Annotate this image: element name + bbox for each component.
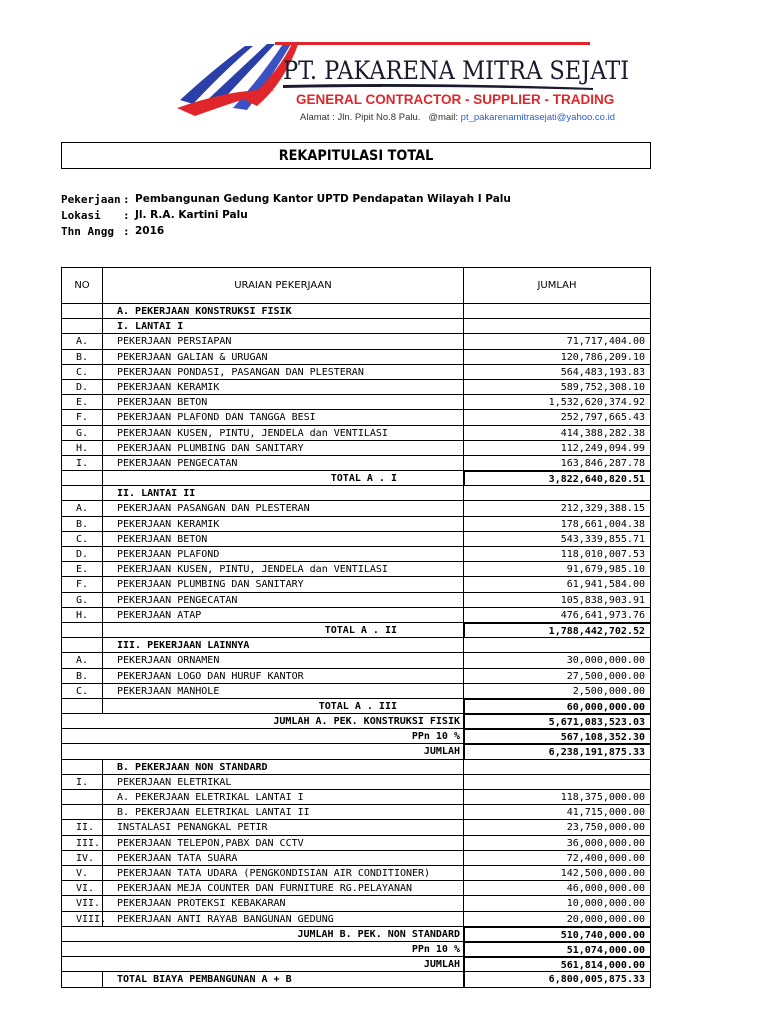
row-amount: 510,740,000.00 — [464, 927, 650, 942]
table-row — [62, 426, 650, 441]
row-amount: 41,715,000.00 — [464, 805, 650, 820]
row-no: F. — [62, 410, 103, 425]
row-amount: 20,000,000.00 — [464, 912, 650, 927]
row-desc: JUMLAH — [103, 957, 464, 972]
row-desc: PEKERJAAN PROTEKSI KEBAKARAN — [103, 896, 464, 911]
table-row — [62, 334, 650, 349]
row-amount — [464, 638, 650, 653]
table-row — [62, 699, 650, 714]
table-row — [62, 593, 650, 608]
document-title-box — [61, 142, 651, 169]
row-no: D. — [62, 380, 103, 395]
row-amount — [464, 304, 650, 319]
table-row — [62, 608, 650, 623]
email-label: @mail: — [428, 112, 459, 123]
row-desc: A. PEKERJAAN KONSTRUKSI FISIK — [103, 304, 464, 319]
table-row — [62, 684, 650, 699]
table-row — [62, 836, 650, 851]
row-desc: III. PEKERJAAN LAINNYA — [103, 638, 464, 653]
row-no — [62, 790, 103, 805]
row-desc: TOTAL A . III — [103, 699, 464, 714]
table-row — [62, 365, 650, 380]
table-row — [62, 638, 650, 653]
row-desc: PEKERJAAN ATAP — [103, 608, 464, 623]
row-no: A. — [62, 334, 103, 349]
table-row — [62, 912, 650, 927]
row-desc: PEKERJAAN ELETRIKAL — [103, 775, 464, 790]
table-row — [62, 410, 650, 425]
row-amount: 3,822,640,820.51 — [464, 471, 650, 486]
table-row — [62, 517, 650, 532]
row-no: B. — [62, 669, 103, 684]
table-row — [62, 760, 650, 775]
row-desc: B. PEKERJAAN NON STANDARD — [103, 760, 464, 775]
table-row — [62, 957, 650, 972]
row-amount: 46,000,000.00 — [464, 881, 650, 896]
row-amount: 1,532,620,374.92 — [464, 395, 650, 410]
info-value-tahun: 2016 — [135, 225, 165, 237]
row-no — [62, 805, 103, 820]
row-desc: PEKERJAAN KERAMIK — [103, 380, 464, 395]
row-desc: PEKERJAAN TATA SUARA — [103, 851, 464, 866]
row-amount: 142,500,000.00 — [464, 866, 650, 881]
table-header — [62, 268, 650, 304]
row-desc: INSTALASI PENANGKAL PETIR — [103, 820, 464, 835]
row-desc: PEKERJAAN KERAMIK — [103, 517, 464, 532]
row-amount: 120,786,209.10 — [464, 350, 650, 365]
table-row — [62, 562, 650, 577]
row-no: I. — [62, 775, 103, 790]
row-amount — [464, 319, 650, 334]
table-row — [62, 532, 650, 547]
row-no — [62, 471, 103, 486]
row-desc: PEKERJAAN BETON — [103, 532, 464, 547]
row-no — [62, 319, 103, 334]
row-desc: PEKERJAAN MANHOLE — [103, 684, 464, 699]
row-desc: PEKERJAAN ANTI RAYAB BANGUNAN GEDUNG — [103, 912, 464, 927]
info-row-lokasi — [61, 209, 511, 225]
row-no: D. — [62, 547, 103, 562]
row-no: C. — [62, 684, 103, 699]
table-row — [62, 319, 650, 334]
row-amount: 71,717,404.00 — [464, 334, 650, 349]
table-row — [62, 775, 650, 790]
row-no — [62, 744, 103, 759]
row-amount: 476,641,973.76 — [464, 608, 650, 623]
row-desc: TOTAL A . II — [103, 623, 464, 638]
row-no: C. — [62, 532, 103, 547]
info-row-tahun — [61, 225, 511, 241]
info-label: Pekerjaan — [61, 193, 121, 206]
header-no: NO — [62, 268, 103, 303]
row-no: II. — [62, 820, 103, 835]
table-row — [62, 456, 650, 471]
company-tagline: GENERAL CONTRACTOR - SUPPLIER - TRADING — [296, 92, 615, 107]
row-desc: PEKERJAAN LOGO DAN HURUF KANTOR — [103, 669, 464, 684]
row-desc: TOTAL A . I — [103, 471, 464, 486]
row-no: VIII. — [62, 912, 103, 927]
row-desc: TOTAL BIAYA PEMBANGUNAN A + B — [103, 972, 464, 987]
row-no: VII. — [62, 896, 103, 911]
project-info — [61, 193, 511, 241]
table-row — [62, 380, 650, 395]
row-amount: 72,400,000.00 — [464, 851, 650, 866]
row-no: G. — [62, 426, 103, 441]
row-no — [62, 714, 103, 729]
row-amount: 30,000,000.00 — [464, 653, 650, 668]
row-amount: 61,941,584.00 — [464, 577, 650, 592]
row-amount: 60,000,000.00 — [464, 699, 650, 714]
row-desc: PEKERJAAN GALIAN & URUGAN — [103, 350, 464, 365]
row-amount: 51,074,000.00 — [464, 942, 650, 957]
row-desc: JUMLAH B. PEK. NON STANDARD — [103, 927, 464, 942]
row-no: G. — [62, 593, 103, 608]
recap-table — [61, 267, 651, 988]
table-row — [62, 623, 650, 638]
row-no — [62, 942, 103, 957]
row-amount: 91,679,985.10 — [464, 562, 650, 577]
table-row — [62, 927, 650, 942]
row-amount: 118,010,007.53 — [464, 547, 650, 562]
row-no — [62, 729, 103, 744]
row-no: E. — [62, 562, 103, 577]
row-desc: I. LANTAI I — [103, 319, 464, 334]
row-amount: 118,375,000.00 — [464, 790, 650, 805]
row-desc: JUMLAH — [103, 744, 464, 759]
row-desc: PPn 10 % — [103, 942, 464, 957]
row-desc: PEKERJAAN PENGECATAN — [103, 456, 464, 471]
row-amount — [464, 486, 650, 501]
row-no — [62, 486, 103, 501]
row-no: B. — [62, 517, 103, 532]
table-row — [62, 866, 650, 881]
row-no: III. — [62, 836, 103, 851]
row-amount: 105,838,903.91 — [464, 593, 650, 608]
row-desc: PEKERJAAN PLUMBING DAN SANITARY — [103, 577, 464, 592]
table-row — [62, 395, 650, 410]
table-row — [62, 896, 650, 911]
info-value-lokasi: Jl. R.A. Kartini Palu — [135, 209, 248, 221]
row-no: F. — [62, 577, 103, 592]
row-no: H. — [62, 441, 103, 456]
info-colon: : — [123, 193, 130, 206]
table-row — [62, 881, 650, 896]
row-desc: PEKERJAAN PONDASI, PASANGAN DAN PLESTERAN — [103, 365, 464, 380]
row-amount: 589,752,308.10 — [464, 380, 650, 395]
table-row — [62, 805, 650, 820]
header-amount: JUMLAH — [537, 280, 577, 291]
row-desc: PEKERJAAN PENGECATAN — [103, 593, 464, 608]
row-desc: PEKERJAAN PLAFOND — [103, 547, 464, 562]
table-row — [62, 653, 650, 668]
row-amount: 1,788,442,702.52 — [464, 623, 650, 638]
table-row — [62, 441, 650, 456]
row-amount: 543,339,855.71 — [464, 532, 650, 547]
row-amount: 5,671,083,523.03 — [464, 714, 650, 729]
row-no — [62, 304, 103, 319]
table-row — [62, 729, 650, 744]
row-amount — [464, 760, 650, 775]
row-no: VI. — [62, 881, 103, 896]
row-no: IV. — [62, 851, 103, 866]
letterhead — [175, 38, 630, 128]
row-amount: 27,500,000.00 — [464, 669, 650, 684]
row-amount: 561,814,000.00 — [464, 957, 650, 972]
row-amount: 112,249,094.99 — [464, 441, 650, 456]
row-no — [62, 623, 103, 638]
row-no: A. — [62, 653, 103, 668]
row-desc: B. PEKERJAAN ELETRIKAL LANTAI II — [103, 805, 464, 820]
table-row — [62, 714, 650, 729]
table-row — [62, 486, 650, 501]
table-row — [62, 577, 650, 592]
row-desc: PEKERJAAN PLUMBING DAN SANITARY — [103, 441, 464, 456]
row-no: E. — [62, 395, 103, 410]
row-amount: 23,750,000.00 — [464, 820, 650, 835]
table-row — [62, 851, 650, 866]
info-row-pekerjaan — [61, 193, 511, 209]
row-no: I. — [62, 456, 103, 471]
address-text: Alamat : Jln. Pipit No.8 Palu. — [300, 112, 421, 123]
table-row — [62, 350, 650, 365]
table-row — [62, 790, 650, 805]
row-desc: II. LANTAI II — [103, 486, 464, 501]
row-amount: 10,000,000.00 — [464, 896, 650, 911]
row-amount: 252,797,665.43 — [464, 410, 650, 425]
row-amount: 2,500,000.00 — [464, 684, 650, 699]
company-address — [300, 112, 615, 123]
row-amount: 564,483,193.83 — [464, 365, 650, 380]
table-row — [62, 304, 650, 319]
info-label: Lokasi — [61, 209, 101, 222]
document-title: REKAPITULASI TOTAL — [278, 147, 434, 164]
row-amount: 414,388,282.38 — [464, 426, 650, 441]
row-desc: JUMLAH A. PEK. KONSTRUKSI FISIK — [103, 714, 464, 729]
info-value-pekerjaan: Pembangunan Gedung Kantor UPTD Pendapatan Wilayah I Palu — [135, 193, 511, 205]
row-desc: A. PEKERJAAN ELETRIKAL LANTAI I — [103, 790, 464, 805]
row-amount: 178,661,004.38 — [464, 517, 650, 532]
row-no — [62, 638, 103, 653]
table-row — [62, 972, 650, 987]
table-row — [62, 547, 650, 562]
row-no: A. — [62, 501, 103, 516]
row-desc: PEKERJAAN TELEPON,PABX DAN CCTV — [103, 836, 464, 851]
row-no: V. — [62, 866, 103, 881]
row-amount: 36,000,000.00 — [464, 836, 650, 851]
row-desc: PEKERJAAN PLAFOND DAN TANGGA BESI — [103, 410, 464, 425]
email-link[interactable]: pt_pakarenamitrasejati@yahoo.co.id — [460, 112, 615, 123]
row-desc: PEKERJAAN PASANGAN DAN PLESTERAN — [103, 501, 464, 516]
row-amount: 6,238,191,875.33 — [464, 744, 650, 759]
row-desc: PPn 10 % — [103, 729, 464, 744]
row-amount: 212,329,388.15 — [464, 501, 650, 516]
row-no — [62, 972, 103, 987]
info-colon: : — [123, 225, 130, 238]
row-no — [62, 927, 103, 942]
row-amount: 6,800,005,875.33 — [464, 972, 650, 987]
table-row — [62, 669, 650, 684]
info-label: Thn Angg — [61, 225, 114, 238]
row-no: H. — [62, 608, 103, 623]
company-name: PT. PAKARENA MITRA SEJATI — [283, 56, 630, 85]
row-no: B. — [62, 350, 103, 365]
row-desc: PEKERJAAN KUSEN, PINTU, JENDELA dan VENTILASI — [103, 562, 464, 577]
row-desc: PEKERJAAN ORNAMEN — [103, 653, 464, 668]
row-amount: 567,108,352.30 — [464, 729, 650, 744]
header-desc: URAIAN PEKERJAAN — [103, 268, 464, 303]
table-row — [62, 744, 650, 759]
row-no — [62, 957, 103, 972]
row-no — [62, 760, 103, 775]
row-desc: PEKERJAAN PERSIAPAN — [103, 334, 464, 349]
row-amount — [464, 775, 650, 790]
table-row — [62, 820, 650, 835]
info-colon: : — [123, 209, 130, 222]
row-amount: 163,846,287.78 — [464, 456, 650, 471]
table-row — [62, 471, 650, 486]
row-no: C. — [62, 365, 103, 380]
row-desc: PEKERJAAN BETON — [103, 395, 464, 410]
row-no — [62, 699, 103, 714]
row-desc: PEKERJAAN KUSEN, PINTU, JENDELA dan VENTILASI — [103, 426, 464, 441]
row-desc: PEKERJAAN MEJA COUNTER DAN FURNITURE RG.PELAYANAN — [103, 881, 464, 896]
table-row — [62, 501, 650, 516]
table-row — [62, 942, 650, 957]
row-desc: PEKERJAAN TATA UDARA (PENGKONDISIAN AIR CONDITIONER) — [103, 866, 464, 881]
